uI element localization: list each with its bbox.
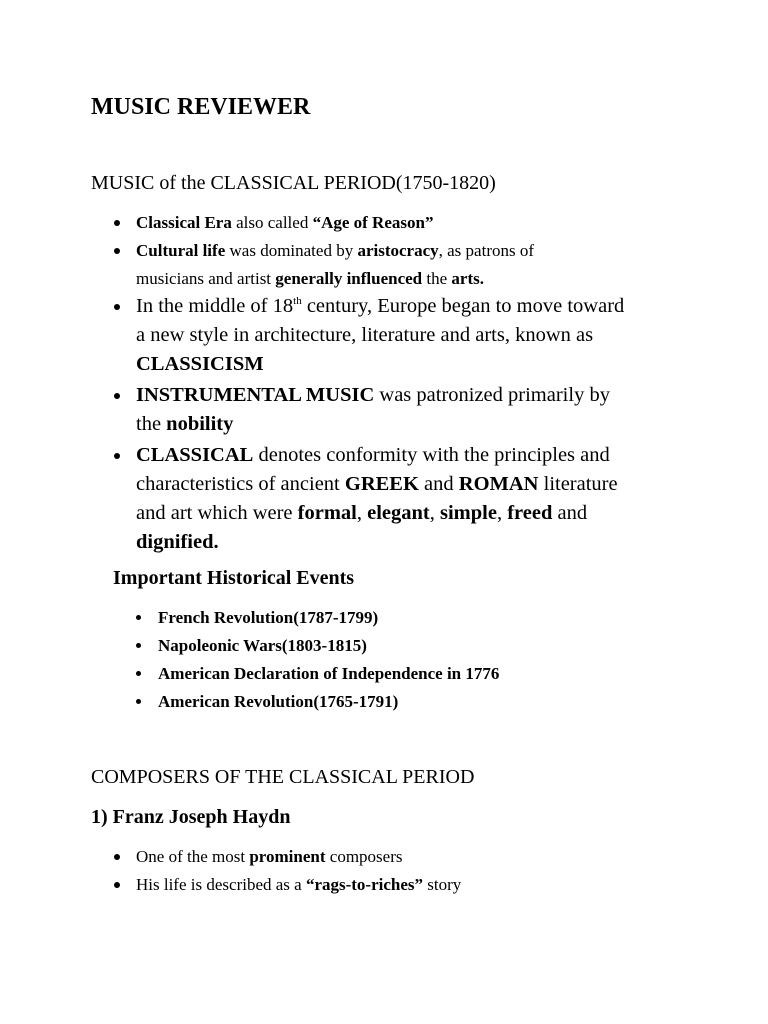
bullet-icon — [114, 220, 120, 226]
bullet-icon — [114, 248, 120, 254]
list-item: American Revolution(1765-1791) — [158, 688, 499, 716]
events-bullet-list — [158, 604, 499, 716]
list-item: American Declaration of Independence in 1776 — [158, 660, 499, 688]
bullet-icon — [114, 304, 120, 310]
list-item: In the middle of 18th century, Europe began to move toward a new style in architecture, literature and arts, known as CLASSICISM — [136, 292, 624, 379]
events-heading: Important Historical Events — [113, 567, 355, 589]
list-item: His life is described as a “rags-to-riches” story — [136, 871, 461, 899]
doc-title: MUSIC REVIEWER — [91, 94, 311, 120]
list-item: One of the most prominent composers — [136, 843, 461, 871]
list-item: Napoleonic Wars(1803-1815) — [158, 632, 499, 660]
haydn-bullet-list — [136, 843, 461, 899]
bullet-icon — [114, 882, 120, 888]
list-item: INSTRUMENTAL MUSIC was patronized primarily by the nobility — [136, 381, 624, 439]
intro-bullet-list — [136, 209, 534, 293]
list-item: Cultural life was dominated by aristocracy, as patrons of musicians and artist generally influenced the arts. — [136, 237, 534, 293]
list-item: CLASSICAL denotes conformity with the principles and characteristics of ancient GREEK and ROMAN literature and art which were formal, elegant, simple, freed and dignified. — [136, 441, 624, 557]
bullet-icon — [136, 671, 141, 676]
bullet-icon — [136, 615, 141, 620]
bullet-icon — [114, 453, 120, 459]
bullet-icon — [136, 643, 141, 648]
list-item: Classical Era also called “Age of Reason” — [136, 209, 534, 237]
composer-heading-haydn: 1) Franz Joseph Haydn — [91, 806, 291, 828]
bullet-icon — [136, 699, 141, 704]
bullet-icon — [114, 393, 120, 399]
list-item: French Revolution(1787-1799) — [158, 604, 499, 632]
main-bullet-list — [136, 292, 624, 557]
section-heading-composers: COMPOSERS OF THE CLASSICAL PERIOD — [91, 766, 475, 788]
section-heading-classical-period: MUSIC of the CLASSICAL PERIOD(1750-1820) — [91, 172, 496, 194]
bullet-icon — [114, 854, 120, 860]
